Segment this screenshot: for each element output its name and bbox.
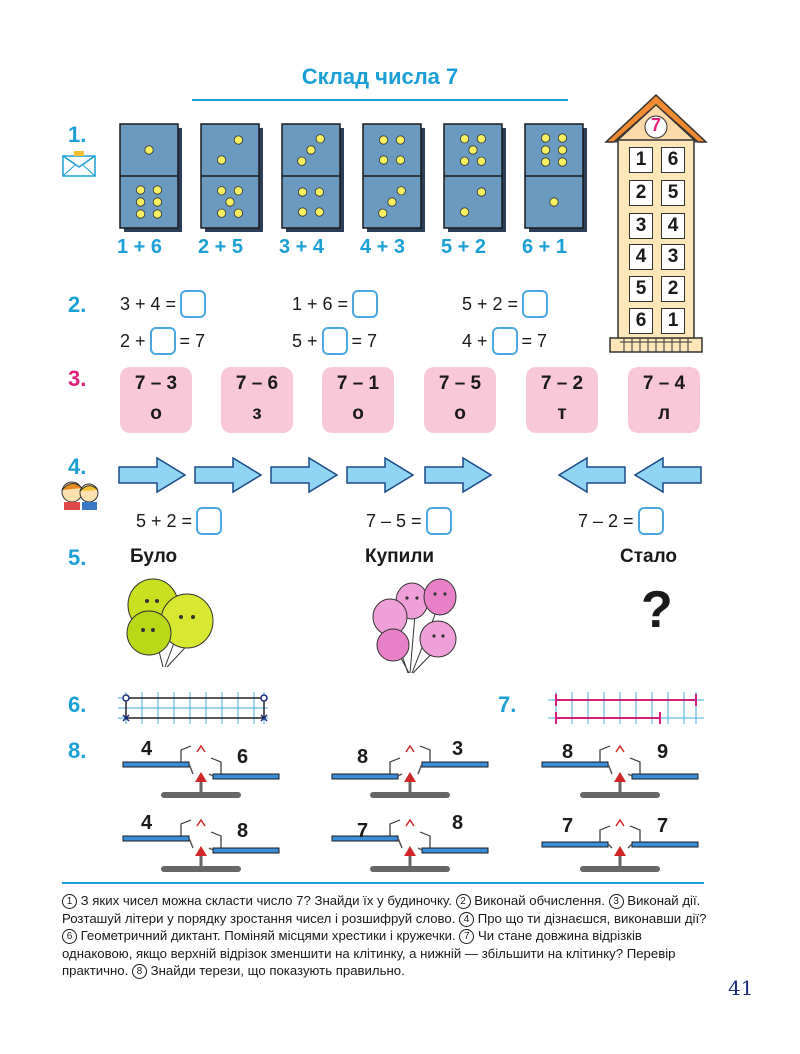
instructions: 1 З яких чисел можна скласти число 7? Знайди їх у будиночку. 2 Виконай обчислення. 3 Виконай дії. Розташуй літери у порядку зростання чисел і розшифруй слово. 4 Про що ти дізнаєшся, виконавши дії? 6 Геометричний диктант. Поміняй місцями хрестики і кружечки. 7 Чи стане довжина відрізків однаковою, якщо верхній відрізок зменшити на клітинку, а нижній — збільшити на клітинку? Перевір практично. 8 Знайди терези, що показують правильно. <box>62 893 707 978</box>
balance-scale <box>332 746 488 798</box>
house-roof-number: 7 <box>650 115 661 135</box>
domino <box>282 124 344 232</box>
scale-weight-right: 7 <box>657 815 669 837</box>
domino-pip <box>541 134 549 142</box>
domino <box>201 124 263 232</box>
domino-expression: 2 + 5 <box>198 236 244 258</box>
equation: 5 + 2 = <box>462 290 548 318</box>
answer-box[interactable] <box>180 290 206 318</box>
domino-pip <box>153 210 161 218</box>
domino-pip <box>234 136 242 144</box>
domino-pip <box>217 209 225 217</box>
house-cell: 5 <box>629 276 653 302</box>
letter-card: 7 – 3 о <box>120 367 192 433</box>
envelope-icon <box>62 150 96 178</box>
pink-balloons <box>360 575 470 675</box>
domino-pip <box>315 188 323 196</box>
scale-weight-left: 8 <box>357 746 369 768</box>
domino-expression: 6 + 1 <box>522 236 568 258</box>
domino-expression: 5 + 2 <box>441 236 487 258</box>
answer-box[interactable] <box>426 507 452 535</box>
grid-dictation <box>118 692 270 726</box>
letter-card: 7 – 6 з <box>221 367 293 433</box>
equation: 5 + = 7 <box>292 327 377 355</box>
domino-pip <box>477 157 485 165</box>
scale-weight-left: 4 <box>141 738 153 760</box>
house-cell: 2 <box>629 180 653 206</box>
scale-weight-right: 8 <box>237 820 249 842</box>
task-number-4: 4. <box>68 454 87 479</box>
scale-weight-left: 7 <box>357 820 369 842</box>
arrow-right-icon <box>425 458 491 492</box>
domino <box>120 124 182 232</box>
arrow-right-icon <box>271 458 337 492</box>
domino-pip <box>396 156 404 164</box>
domino-pip <box>315 208 323 216</box>
instructions-divider <box>62 882 704 884</box>
children-icon <box>58 476 102 510</box>
arrow-right-icon <box>195 458 261 492</box>
equation: 7 – 5 = <box>366 507 452 535</box>
scale-weight-right: 9 <box>657 741 669 763</box>
domino-pip <box>136 186 144 194</box>
equation: 7 – 2 = <box>578 507 664 535</box>
domino-expression: 3 + 4 <box>279 236 325 258</box>
domino-pip <box>460 208 468 216</box>
house-cell: 1 <box>629 147 653 173</box>
house-cell: 6 <box>629 308 653 334</box>
domino-pip <box>298 157 306 165</box>
domino-pip <box>460 157 468 165</box>
scales-group <box>115 732 705 872</box>
domino-pip <box>234 209 242 217</box>
answer-box[interactable] <box>322 327 348 355</box>
domino-pip <box>397 187 405 195</box>
task-number-1: 1. <box>68 122 87 147</box>
task-number-3: 3. <box>68 366 87 391</box>
domino <box>363 124 425 232</box>
label-before: Було <box>130 546 178 567</box>
answer-box[interactable] <box>352 290 378 318</box>
domino-pip <box>558 158 566 166</box>
scale-weight-left: 7 <box>562 815 574 837</box>
scale-weight-right: 3 <box>452 738 464 760</box>
domino-pip <box>226 198 234 206</box>
equation: 5 + 2 = <box>136 507 222 535</box>
scale-weight-left: 8 <box>562 741 574 763</box>
task-number-2: 2. <box>68 292 87 317</box>
domino-pip <box>153 198 161 206</box>
answer-box[interactable] <box>638 507 664 535</box>
domino-pip <box>469 146 477 154</box>
house-cell: 6 <box>661 147 685 173</box>
domino-pip <box>379 156 387 164</box>
balance-scale <box>332 820 488 872</box>
label-result: Стало <box>620 546 678 567</box>
domino-pip <box>477 188 485 196</box>
equation: 1 + 6 = <box>292 290 378 318</box>
domino-pip <box>217 156 225 164</box>
house-cell: 1 <box>661 308 685 334</box>
house-cell: 5 <box>661 180 685 206</box>
domino <box>525 124 587 232</box>
domino-pip <box>541 158 549 166</box>
arrow-right-icon <box>119 458 185 492</box>
domino-pip <box>460 135 468 143</box>
arrow-left-icon <box>559 458 625 492</box>
answer-box[interactable] <box>492 327 518 355</box>
domino-pip <box>234 187 242 195</box>
question-mark: ? <box>641 581 673 639</box>
domino-pip <box>388 198 396 206</box>
scale-weight-left: 4 <box>141 812 153 834</box>
domino-pip <box>379 136 387 144</box>
domino-expression: 1 + 6 <box>117 236 163 258</box>
domino-pip <box>298 208 306 216</box>
answer-box[interactable] <box>522 290 548 318</box>
domino-pip <box>550 198 558 206</box>
label-bought: Купили <box>365 546 435 567</box>
domino-pip <box>136 210 144 218</box>
domino <box>444 124 506 232</box>
house-cell: 3 <box>661 244 685 270</box>
letter-card: 7 – 4 л <box>628 367 700 433</box>
arrow-left-icon <box>635 458 701 492</box>
segments <box>548 690 704 726</box>
equation: 4 + = 7 <box>462 327 547 355</box>
arrow-row <box>115 452 705 498</box>
domino-pip <box>316 135 324 143</box>
equation: 2 + = 7 <box>120 327 205 355</box>
domino-pip <box>541 146 549 154</box>
dominoes <box>110 120 600 232</box>
answer-box[interactable] <box>150 327 176 355</box>
domino-pip <box>217 187 225 195</box>
domino-pip <box>558 146 566 154</box>
page-number: 41 <box>728 976 754 1000</box>
answer-box[interactable] <box>196 507 222 535</box>
task-number-5: 5. <box>68 545 87 570</box>
letter-card: 7 – 5 о <box>424 367 496 433</box>
house-cell: 4 <box>629 244 653 270</box>
letter-card: 7 – 1 о <box>322 367 394 433</box>
house-cell: 4 <box>661 213 685 239</box>
scale-weight-right: 8 <box>452 812 464 834</box>
domino-pip <box>145 146 153 154</box>
domino-pip <box>298 188 306 196</box>
domino-pip <box>558 134 566 142</box>
page-title: Склад числа 7 <box>301 64 459 89</box>
domino-pip <box>153 186 161 194</box>
green-balloons <box>115 575 220 670</box>
domino-pip <box>307 146 315 154</box>
task-number-6: 6. <box>68 692 87 717</box>
letter-card: 7 – 2 т <box>526 367 598 433</box>
task-number-8: 8. <box>68 738 87 763</box>
house-cell: 3 <box>629 213 653 239</box>
domino-expression: 4 + 3 <box>360 236 406 258</box>
equation: 3 + 4 = <box>120 290 206 318</box>
arrow-right-icon <box>347 458 413 492</box>
scale-weight-right: 6 <box>237 746 249 768</box>
domino-pip <box>379 209 387 217</box>
task-number-7: 7. <box>498 692 517 717</box>
domino-pip <box>477 135 485 143</box>
domino-pip <box>136 198 144 206</box>
domino-pip <box>396 136 404 144</box>
house-cell: 2 <box>661 276 685 302</box>
title-underline <box>192 99 568 101</box>
